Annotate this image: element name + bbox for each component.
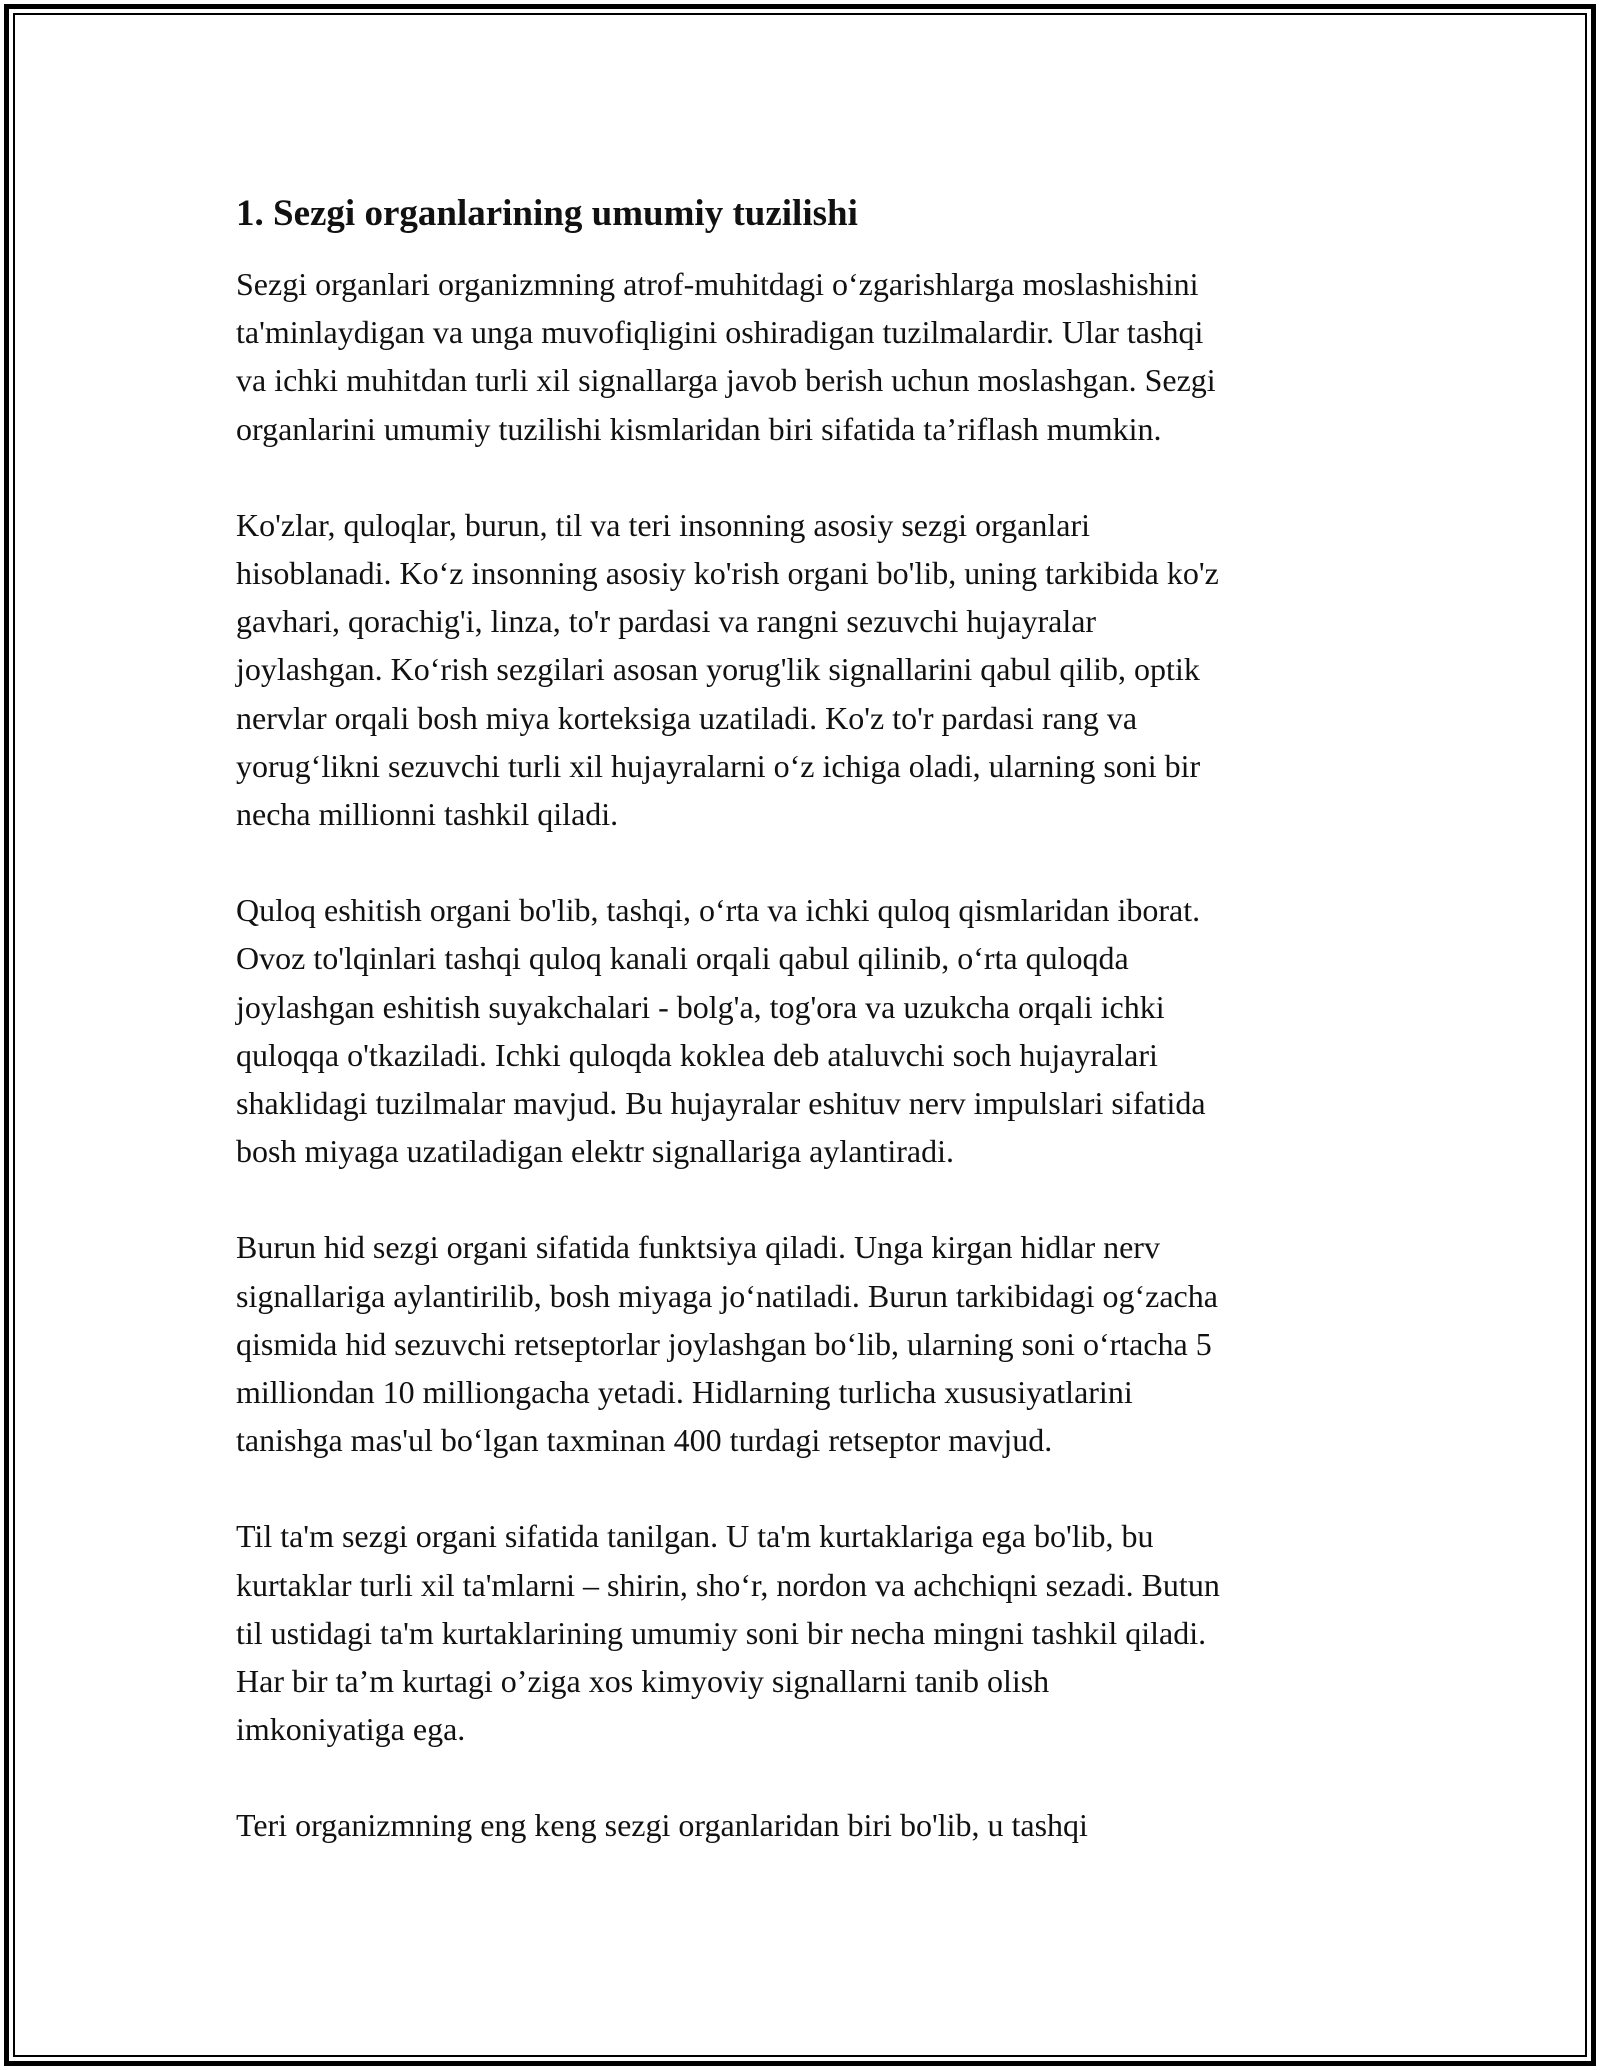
paragraph-line: bosh miyaga uzatiladigan elektr signallariga aylantiradi.: [236, 1133, 954, 1170]
paragraph-line: gavhari, qorachig'i, linza, to'r pardasi va rangni sezuvchi hujayralar: [236, 603, 1097, 640]
paragraph: [236, 501, 1366, 838]
section-heading: 1. Sezgi organlarining umumiy tuzilishi: [236, 193, 858, 234]
paragraph-line: quloqqa o'tkaziladi. Ichki quloqda koklea deb ataluvchi soch hujayralari: [236, 1036, 1158, 1073]
paragraph-line: kurtaklar turli xil ta'mlarni – shirin, sho‘r, nordon va achchiqni sezadi. Butun: [236, 1566, 1220, 1603]
paragraph-line: hisoblanadi. Ko‘z insonning asosiy ko'rish organi bo'lib, uning tarkibida ko'z: [236, 555, 1219, 592]
paragraph-line: Burun hid sezgi organi sifatida funktsiya qiladi. Unga kirgan hidlar nerv: [236, 1229, 1160, 1266]
paragraph-line: joylashgan. Ko‘rish sezgilari asosan yorug'lik signallarini qabul qilib, optik: [236, 651, 1200, 688]
paragraph-line: Teri organizmning eng keng sezgi organlaridan biri bo'lib, u tashqi: [236, 1807, 1088, 1844]
paragraph: [236, 1512, 1366, 1753]
paragraph-line: nervlar orqali bosh miya korteksiga uzatiladi. Ko'z to'r pardasi rang va: [236, 699, 1138, 736]
paragraph-line: organlarini umumiy tuzilishi kismlaridan biri sifatida ta’riflash mumkin.: [236, 410, 1162, 447]
paragraph-line: til ustidagi ta'm kurtaklarining umumiy soni bir necha mingni tashkil qiladi.: [236, 1614, 1207, 1651]
paragraph: [236, 1801, 1366, 1849]
paragraph-line: tanishga mas'ul bo‘lgan taxminan 400 turdagi retseptor mavjud.: [236, 1422, 1053, 1459]
paragraph-line: imkoniyatiga ega.: [236, 1711, 466, 1748]
paragraph-line: milliondan 10 milliongacha yetadi. Hidlarning turlicha xususiyatlarini: [236, 1374, 1133, 1411]
paragraph-line: qismida hid sezuvchi retseptorlar joylashgan bo‘lib, ularning soni o‘rtacha 5: [236, 1325, 1212, 1362]
paragraph: [236, 1223, 1366, 1464]
paragraph-line: signallariga aylantirilib, bosh miyaga jo‘natiladi. Burun tarkibidagi og‘zacha: [236, 1277, 1218, 1314]
paragraph: [236, 260, 1366, 453]
paragraph-line: joylashgan eshitish suyakchalari - bolg'a, tog'ora va uzukcha orqali ichki: [236, 988, 1165, 1025]
paragraph-line: shaklidagi tuzilmalar mavjud. Bu hujayralar eshituv nerv impulslari sifatida: [236, 1085, 1206, 1122]
document-body: [236, 190, 1366, 1898]
paragraph: [236, 886, 1366, 1175]
paragraph-line: yorug‘likni sezuvchi turli xil hujayralarni o‘z ichiga oladi, ularning soni bir: [236, 747, 1201, 784]
paragraph-list: [236, 260, 1366, 1850]
paragraph-line: Ovoz to'lqinlari tashqi quloq kanali orqali qabul qilinib, o‘rta quloqda: [236, 940, 1129, 977]
paragraph-line: ta'minlaydigan va unga muvofiqligini oshiradigan tuzilmalardir. Ular tashqi: [236, 314, 1204, 351]
paragraph-line: necha millionni tashkil qiladi.: [236, 796, 619, 833]
paragraph-line: Quloq eshitish organi bo'lib, tashqi, o‘rta va ichki quloq qismlaridan iborat.: [236, 892, 1201, 929]
paragraph-line: Ko'zlar, quloqlar, burun, til va teri insonning asosiy sezgi organlari: [236, 506, 1090, 543]
paragraph-line: va ichki muhitdan turli xil signallarga javob berish uchun moslashgan. Sezgi: [236, 362, 1216, 399]
paragraph-line: Til ta'm sezgi organi sifatida tanilgan. U ta'm kurtaklariga ega bo'lib, bu: [236, 1518, 1154, 1555]
paragraph-line: Sezgi organlari organizmning atrof-muhitdagi o‘zgarishlarga moslashishini: [236, 266, 1199, 302]
paragraph-line: Har bir ta’m kurtagi o’ziga xos kimyoviy signallarni tanib olish: [236, 1663, 1050, 1700]
